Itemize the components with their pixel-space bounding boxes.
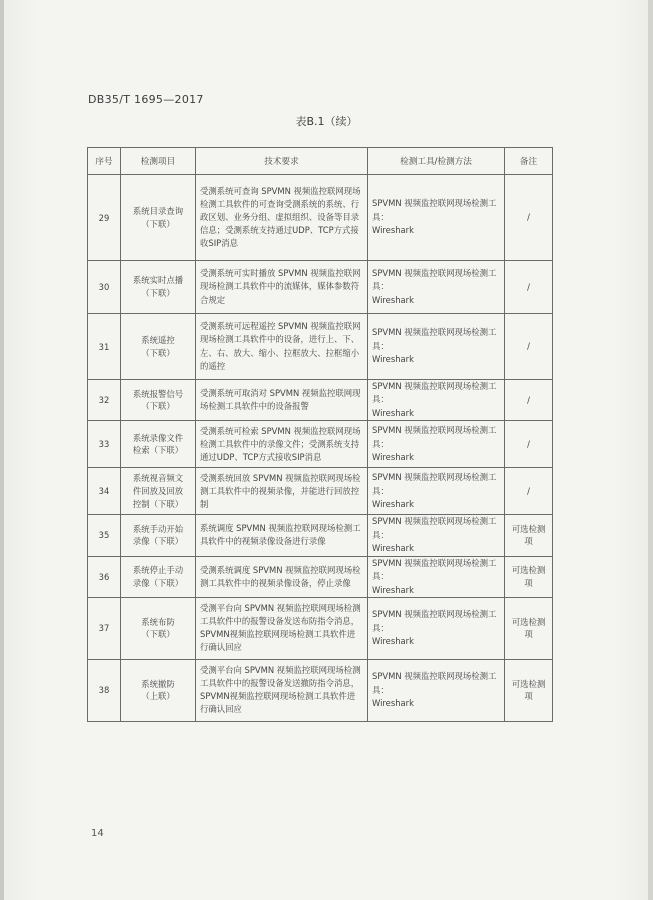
tool-line: Wireshark [372,354,414,365]
cell-no: 34 [88,468,121,515]
cell-no: 38 [88,659,121,721]
item-line: 系统视音频文 [132,473,184,484]
cell-item [121,659,196,721]
cell-note: / [505,175,553,261]
table-row [88,515,553,556]
test-items-table [87,147,553,722]
item-line: 检索（下联） [132,445,184,456]
cell-tool [368,175,505,261]
cell-requirement: 系统调度 SPVMN 视频监控联网现场检测工具软件中的视频录像设备进行录像 [196,515,368,556]
item-line: 系统手动开始 [132,523,184,534]
tool-line: Wireshark [372,543,414,554]
item-line: （下联） [141,401,175,412]
item-line: （下联） [141,288,175,298]
cell-note: 可选检测项 [505,597,553,659]
cell-item [121,175,196,261]
cell-tool [368,556,505,597]
cell-no: 33 [88,421,121,468]
tool-line: Wireshark [372,698,414,709]
cell-tool [368,421,505,468]
cell-note: / [505,380,553,421]
tool-line: Wireshark [372,499,414,510]
tool-line: SPVMN 视频监控联网现场检测工具： [372,557,497,582]
cell-no: 31 [88,314,121,380]
cell-requirement: 受测系统可实时播放 SPVMN 视频监控联网现场检测工具软件中的流媒体，媒体参数符合规定 [196,261,368,314]
cell-note: / [505,421,553,468]
cell-no: 35 [88,515,121,556]
item-line: 系统停止手动 [132,565,184,576]
cell-tool [368,659,505,721]
cell-requirement: 受测系统可查询 SPVMN 视频监控联网现场检测工具软件的可查询受测系统的系统、行政区划、业务分组、虚拟组织、设备等目录信息；受测系统支持通过UDP、TCP方式接收SIP消息 [196,175,368,261]
cell-note: 可选检测项 [505,515,553,556]
cell-note: / [505,261,553,314]
item-line: 件回放及回放 [132,486,184,496]
item-line: （下联） [141,218,175,229]
tool-line: SPVMN 视频监控联网现场检测工具： [372,327,497,351]
cell-requirement: 受测系统可远程遥控 SPVMN 视频监控联网现场检测工具软件中的设备，进行上、下、左、右、放大、缩小、拉框放大、拉框缩小的遥控 [196,314,368,380]
cell-item [121,314,196,380]
item-line: 系统录像文件 [132,432,184,443]
item-line: 系统撤防 [141,678,175,689]
cell-item [121,597,196,659]
tool-line: SPVMN 视频监控联网现场检测工具： [372,381,497,405]
tool-line: Wireshark [372,452,414,463]
cell-requirement: 受测平台向 SPVMN 视频监控联网现场检测工具软件中的报警设备发送布防指令消息，SPVMN视频监控联网现场检测工具软件进行确认回应 [196,597,368,659]
cell-tool [368,597,505,659]
table-row [88,421,553,468]
col-header-item: 检测项目 [121,148,196,175]
cell-note: 可选检测项 [505,659,553,721]
table-header-row [88,148,553,175]
cell-item [121,468,196,515]
col-header-requirement: 技术要求 [196,148,368,175]
tool-line: SPVMN 视频监控联网现场检测工具： [372,425,497,449]
table-row [88,659,553,721]
item-line: （下联） [141,629,175,640]
cell-no: 29 [88,175,121,261]
cell-requirement: 受测系统可取消对 SPVMN 视频监控联网现场检测工具软件中的设备报警 [196,380,368,421]
cell-requirement: 受测系统调度 SPVMN 视频监控联网现场检测工具软件中的视频录像设备，停止录像 [196,556,368,597]
scan-edge-left [0,0,4,900]
scan-edge-right [648,0,653,900]
cell-note: 可选检测项 [505,556,553,597]
table-row [88,556,553,597]
tool-line: Wireshark [372,294,414,305]
document-code: DB35/T 1695—2017 [88,93,204,106]
col-header-tool: 检测工具/检测方法 [368,148,505,175]
item-line: 系统目录查询 [132,205,184,216]
cell-no: 30 [88,261,121,314]
cell-item [121,515,196,556]
cell-note: / [505,314,553,380]
tool-line: SPVMN 视频监控联网现场检测工具： [372,267,497,292]
cell-note: / [505,468,553,515]
cell-requirement: 受测平台向 SPVMN 视频监控联网现场检测工具软件中的报警设备发送撤防指令消息，SPVMN视频监控联网现场检测工具软件进行确认回应 [196,659,368,721]
tool-line: SPVMN 视频监控联网现场检测工具： [372,671,497,695]
table-row [88,597,553,659]
tool-line: Wireshark [372,225,414,236]
item-line: 录像（下联） [132,536,184,547]
cell-item [121,380,196,421]
col-header-note: 备注 [505,148,553,175]
cell-tool [368,314,505,380]
table-row [88,380,553,421]
cell-requirement: 受测系统回放 SPVMN 视频监控联网现场检测工具软件中的视频录像，并能进行回放控制 [196,468,368,515]
cell-item [121,556,196,597]
tool-line: SPVMN 视频监控联网现场检测工具： [372,516,497,540]
item-line: （上联） [141,691,175,702]
cell-tool [368,380,505,421]
cell-tool [368,515,505,556]
cell-no: 37 [88,597,121,659]
tool-line: Wireshark [372,584,414,595]
cell-requirement: 受测系统可检索 SPVMN 视频监控联网现场检测工具软件中的录像文件；受测系统支持通过UDP、TCP方式接收SIP消息 [196,421,368,468]
tool-line: Wireshark [372,636,414,647]
cell-item [121,261,196,314]
cell-tool [368,468,505,515]
tool-line: Wireshark [372,407,414,418]
item-line: 录像（下联） [132,577,184,588]
table-row [88,175,553,261]
cell-tool [368,261,505,314]
tool-line: SPVMN 视频监控联网现场检测工具： [372,609,497,633]
cell-no: 32 [88,380,121,421]
item-line: 系统遥控 [141,334,175,345]
cell-item [121,421,196,468]
col-header-no: 序号 [88,148,121,175]
item-line: 系统布防 [141,616,175,627]
table-row [88,468,553,515]
tool-line: SPVMN 视频监控联网现场检测工具： [372,198,497,222]
cell-no: 36 [88,556,121,597]
table-row [88,314,553,380]
tool-line: SPVMN 视频监控联网现场检测工具： [372,472,497,496]
item-line: 系统报警信号 [132,388,184,399]
item-line: （下联） [141,347,175,358]
item-line: 系统实时点播 [132,275,184,286]
page-number: 14 [91,828,104,839]
table-row [88,261,553,314]
table-body [88,175,553,722]
item-line: 控制（下联） [132,498,184,509]
table-title: 表B.1（续） [295,115,358,128]
